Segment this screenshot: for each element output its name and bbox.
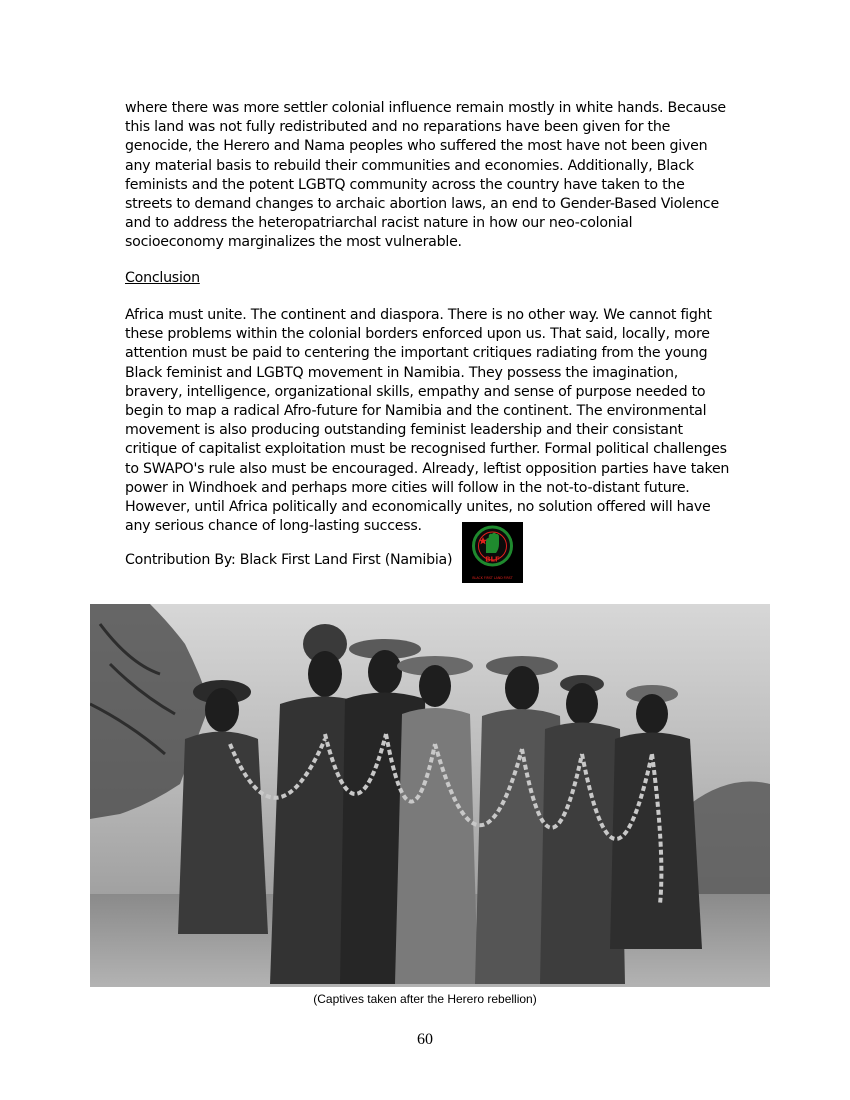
body-paragraph: where there was more settler colonial influence remain mostly in white hands. Because this land was not fully redistributed and no reparations have been given for the genocide, the Herero and Nama peoples who suffered the most have not been given any material basis to rebuild their communities and economies. Additionally, Black feminists and the potent LGBTQ community across the country have taken to the streets to demand changes to archaic abortion laws, an end to Gender-Based Violence and to address the heteropatriarchal racist nature in how our neo-colonial socioeconomy marginalizes the most vulnerable. [125,100,726,251]
blf-logo [462,522,523,583]
captives-photo-graphic [90,604,770,987]
body-paragraph: Africa must unite. The continent and diaspora. There is no other way. We cannot fight these problems within the colonial borders enforced upon us. That said, locally, more attention must be paid to centering the important critiques radiating from the young Black feminist and LGBTQ movement in Namibia. They possess the imagination, bravery, intelligence, organizational skills, empathy and sense of purpose needed to begin to map a radical Afro-future for Namibia and the continent. The environmental movement is also producing outstanding feminist leadership and their consistant critique of capitalist exploitation must be recognised further. Formal political challenges to SWAPO's rule also must be encouraged. Already, leftist opposition parties have taken power in Windhoek and perhaps more cities will follow in the not-to-distant future. However, until Africa politically and economically unites, no solution offered will have any serious chance of long-lasting success. [125,307,730,535]
photo-caption: (Captives taken after the Herero rebellion) [313,992,537,1006]
page-number: 60 [417,1031,433,1048]
section-heading: Conclusion [125,270,200,286]
contribution-line: Contribution By: Black First Land First (Namibia) [125,552,453,568]
blf-logo-graphic [462,522,523,583]
logo-abbreviation: BLF [485,555,500,564]
logo-tagline: BLACK FIRST LAND FIRST [472,576,513,580]
historical-photo [90,604,770,987]
